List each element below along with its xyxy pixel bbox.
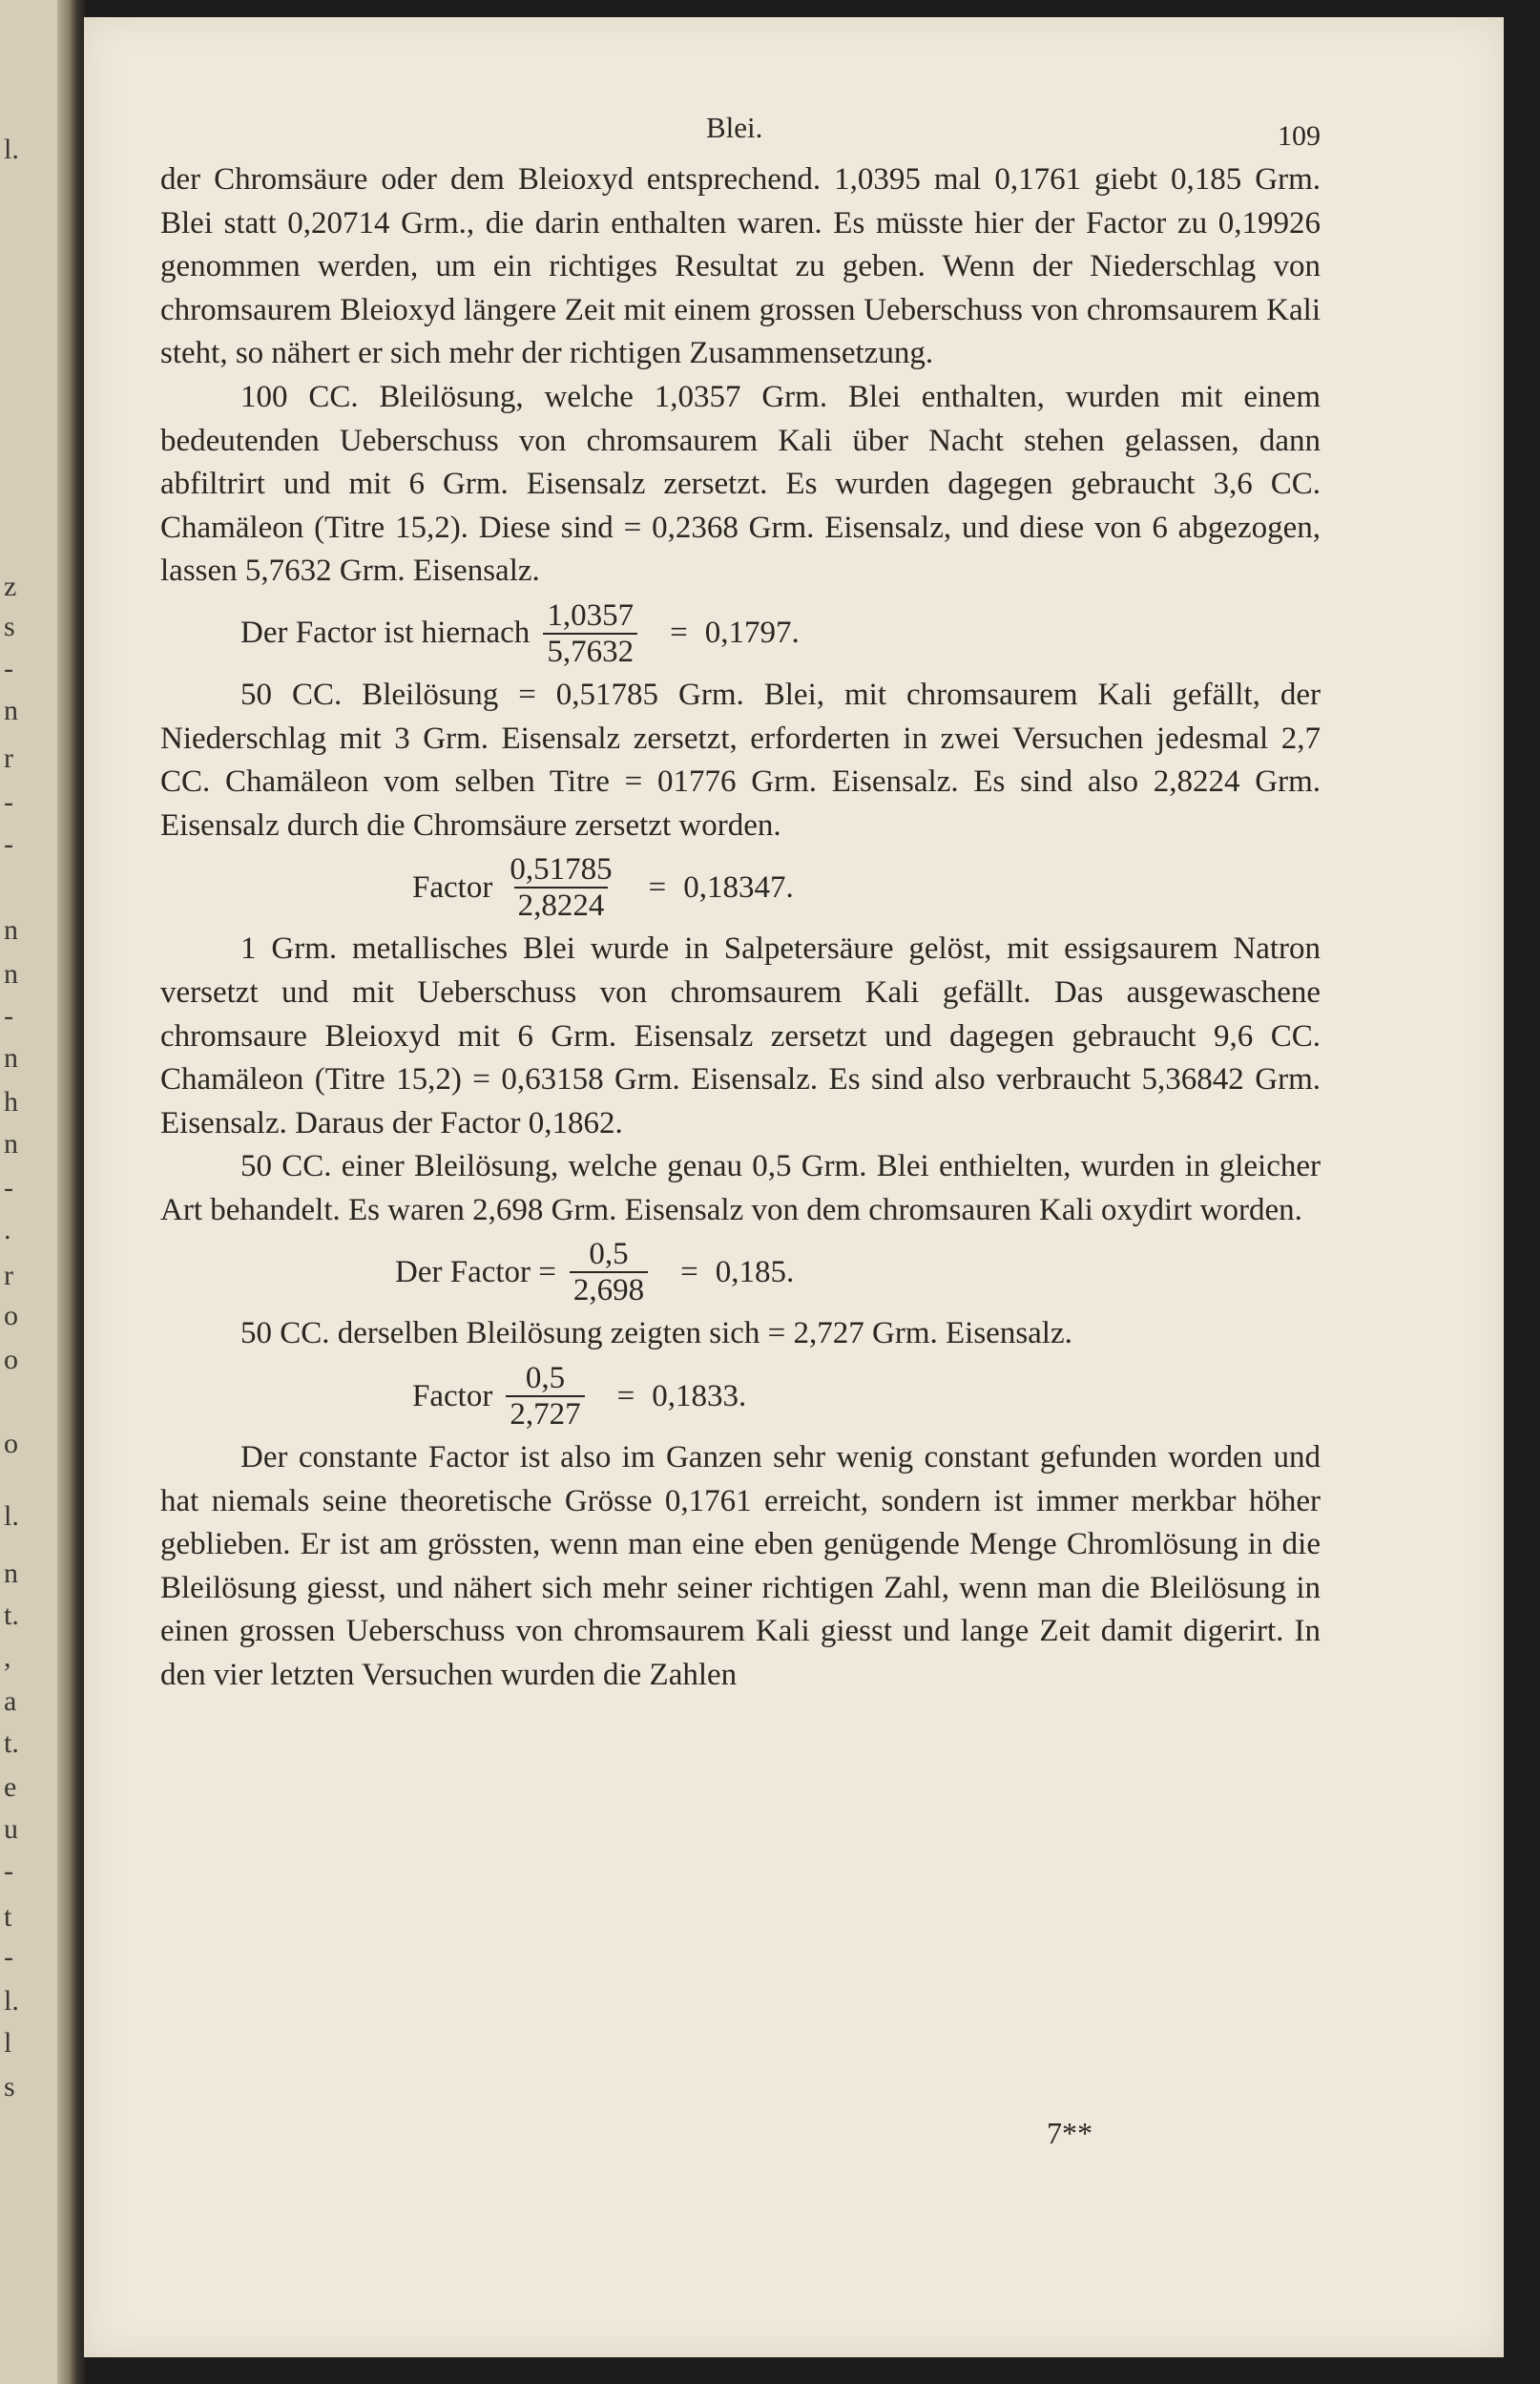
edge-char: -	[4, 1000, 13, 1032]
facing-page-text-fragments	[4, 0, 42, 2384]
edge-char: n	[4, 958, 18, 990]
formula-label: Factor	[412, 1378, 493, 1413]
paragraph-5: 50 CC. einer Bleilösung, welche genau 0,5 Grm. Blei enthielten, wurden in gleicher Art behandelt. Es waren 2,698 Grm. Eisensalz von dem chromsauren Kali oxydirt worden.	[160, 1149, 1321, 1227]
edge-char: s	[4, 611, 15, 642]
edge-char: n	[4, 1558, 18, 1589]
formula-label: Der Factor ist hiernach	[240, 616, 531, 651]
formula-result: 0,1797.	[704, 616, 800, 651]
page-number: 109	[1278, 120, 1321, 152]
formula-label: Factor	[412, 869, 493, 905]
numerator: 1,0357	[547, 597, 635, 633]
edge-char: o	[4, 1428, 18, 1459]
denominator: 2,8224	[514, 887, 609, 923]
edge-char: t.	[4, 1727, 19, 1759]
edge-char: ,	[4, 1642, 11, 1673]
edge-char: t.	[4, 1600, 19, 1631]
running-head	[160, 107, 1321, 158]
edge-char: t	[4, 1901, 12, 1933]
edge-char: -	[4, 1941, 13, 1973]
edge-char: .	[4, 1214, 11, 1245]
denominator: 2,698	[570, 1271, 648, 1307]
page-content	[160, 107, 1321, 1698]
edge-char: -	[4, 653, 13, 684]
fraction	[543, 598, 637, 669]
edge-char: n	[4, 914, 18, 946]
edge-char: -	[4, 786, 13, 818]
edge-char: z	[4, 571, 17, 602]
edge-char: l.	[4, 1985, 19, 2017]
paragraph-1: der Chromsäure oder dem Bleioxyd entsprechend. 1,0395 mal 0,1761 giebt 0,185 Grm. Blei statt 0,20714 Grm., die darin enthalten waren. Es müsste hier der Factor zu 0,19926 genommen werden, um ein richtiges Resultat zu geben. Wenn der Niederschlag von chromsaurem Bleioxyd längere Zeit mit einem grossen Ueberschuss von chromsaurem Kali steht, so nähert er sich mehr der richtigen Zusammensetzung.	[160, 162, 1321, 371]
edge-char: n	[4, 1042, 18, 1074]
formula-1	[160, 594, 1321, 674]
equals-sign: =	[648, 869, 667, 905]
edge-char: u	[4, 1813, 18, 1845]
edge-char: l	[4, 2027, 12, 2059]
edge-char: o	[4, 1344, 18, 1375]
paragraph-4: 1 Grm. metallisches Blei wurde in Salpetersäure gelöst, mit essigsaurem Natron versetzt und mit Ueberschuss von chromsaurem Kali gefällt. Das ausgewaschene chromsaure Bleioxyd mit 6 Grm. Eisensalz zersetzt und dagegen gebraucht 9,6 CC. Chamäleon (Titre 15,2) = 0,63158 Grm. Eisensalz. Es sind also verbraucht 5,36842 Grm. Eisensalz. Daraus der Factor 0,1862.	[160, 931, 1321, 1140]
printer-signature-mark: 7**	[1047, 2116, 1093, 2150]
edge-char: l.	[4, 1500, 19, 1532]
edge-char: -	[4, 1855, 13, 1887]
denominator: 5,7632	[543, 633, 637, 669]
edge-char: -	[4, 1172, 13, 1203]
fraction	[506, 1361, 584, 1432]
formula-result: 0,185.	[715, 1254, 795, 1289]
equals-sign: =	[680, 1254, 698, 1289]
equals-sign: =	[616, 1378, 635, 1413]
paragraph-2: 100 CC. Bleilösung, welche 1,0357 Grm. Blei enthalten, wurden mit einem bedeutenden Ueberschuss von chromsaurem Kali über Nacht stehen gelassen, dann abfiltrirt und mit 6 Grm. Eisensalz zersetzt. Es wurden dagegen gebraucht 3,6 CC. Chamäleon (Titre 15,2). Diese sind = 0,2368 Grm. Eisensalz, und diese von 6 abgezogen, lassen 5,7632 Grm. Eisensalz.	[160, 379, 1321, 589]
paragraph-6: 50 CC. derselben Bleilösung zeigten sich = 2,727 Grm. Eisensalz.	[240, 1316, 1072, 1351]
equals-sign: =	[670, 616, 688, 651]
edge-char: r	[4, 1260, 13, 1291]
edge-char: n	[4, 695, 18, 726]
fraction	[506, 852, 615, 923]
formula-4	[160, 1356, 1321, 1436]
edge-char: r	[4, 742, 13, 774]
formula-2	[160, 847, 1321, 928]
book-gutter	[57, 0, 86, 2384]
numerator: 0,51785	[510, 852, 613, 888]
edge-char: l.	[4, 134, 19, 165]
numerator: 0,5	[525, 1361, 566, 1396]
denominator: 2,727	[506, 1395, 584, 1432]
numerator: 0,5	[589, 1237, 629, 1272]
edge-char: h	[4, 1086, 18, 1118]
paragraph-7: Der constante Factor ist also im Ganzen sehr wenig constant gefunden worden und hat niemals seine theoretische Grösse 0,1761 erreicht, sondern ist immer merkbar höher geblieben. Er ist am grössten, wenn man eine eben genügende Menge Chromlösung in die Bleilösung giesst, und nähert sich mehr seiner richtigen Zahl, wenn man die Bleilösung in einen grossen Ueberschuss von chromsaurem Kali giesst und lange Zeit damit digerirt. In den vier letzten Versuchen wurden die Zahlen	[160, 1440, 1321, 1693]
formula-label: Der Factor =	[395, 1254, 556, 1289]
edge-char: n	[4, 1128, 18, 1160]
fraction	[570, 1237, 648, 1307]
edge-char: e	[4, 1771, 17, 1803]
edge-char: a	[4, 1685, 17, 1717]
paragraph-3: 50 CC. Bleilösung = 0,51785 Grm. Blei, mit chromsaurem Kali gefällt, der Niederschlag mit 3 Grm. Eisensalz zersetzt, erforderten in zwei Versuchen jedesmal 2,7 CC. Chamäleon vom selben Titre = 01776 Grm. Eisensalz. Es sind also 2,8224 Grm. Eisensalz durch die Chromsäure zersetzt worden.	[160, 677, 1321, 843]
edge-char: o	[4, 1300, 18, 1331]
edge-char: s	[4, 2071, 15, 2102]
formula-result: 0,1833.	[652, 1378, 747, 1413]
formula-3	[160, 1232, 1321, 1312]
edge-char: -	[4, 828, 13, 860]
formula-result: 0,18347.	[683, 869, 794, 905]
running-title: Blei.	[706, 111, 763, 144]
